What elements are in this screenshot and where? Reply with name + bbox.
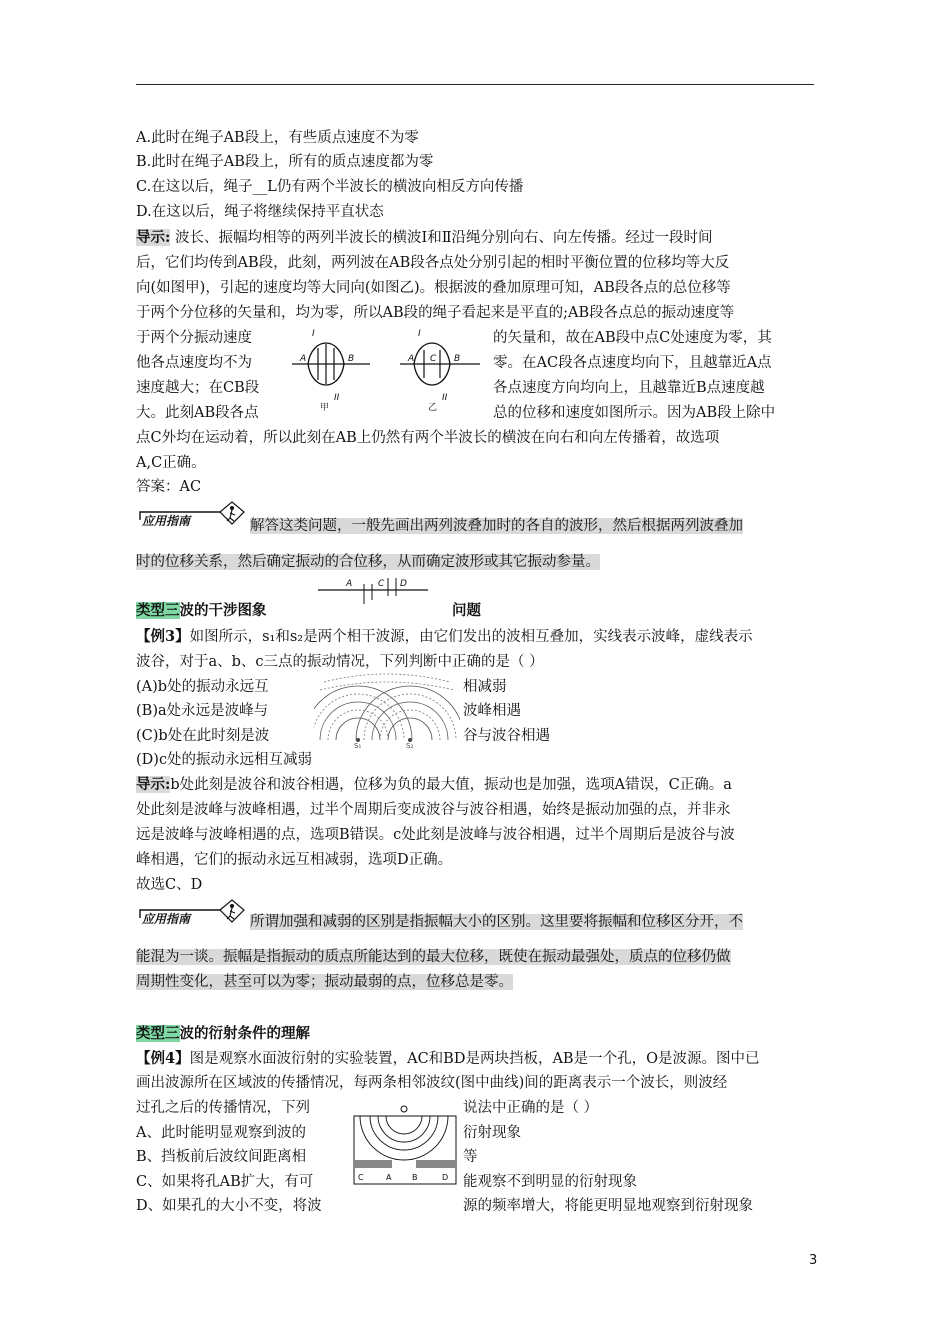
guide-line: 大。此刻AB段各点 [136, 405, 259, 421]
page-number: 3 [809, 1253, 818, 1268]
guide-line: 于两个分振动速度 [136, 330, 252, 346]
option-c: 能观察不到明显的衍射现象 [463, 1174, 637, 1190]
diffraction-figure [352, 1102, 458, 1186]
guide-label: 导示: [136, 229, 171, 246]
option-a: 相减弱 [463, 679, 507, 695]
label-a: A [408, 354, 415, 364]
guide-line: 导示: 波长、振幅均相等的两列半波长的横波Ⅰ和Ⅱ沿绳分别向右、向左传播。经过一段时间 [136, 229, 713, 246]
guide-line: A,C正确。 [136, 455, 206, 471]
label-c: C [358, 1173, 364, 1182]
guide-line: 点C外均在运动着，所以此刻在AB上仍然有两个半波长的横波在向右和向左传播着，故选项 [136, 430, 720, 446]
interference-figure [314, 668, 460, 748]
option-d: D.在这以后，绳子将继续保持平直状态 [136, 204, 384, 220]
example-label: 【例4】 [136, 1050, 190, 1067]
guide-line: 各点速度方向均向上，且越靠近B点速度越 [493, 380, 765, 396]
example-line: 【例4】图是观察水面波衍射的实验装置，AC和BD是两块挡板，AB是一个孔，O是波源。图中已 [136, 1050, 760, 1067]
example-label: 【例3】 [136, 628, 190, 645]
label-i: I [418, 329, 421, 339]
example-line: 波谷，对于a、b、c三点的振动情况，下列判断中正确的是（ ） [136, 654, 544, 670]
tip-text: 解答这类问题，一般先画出两列波叠加时的各自的波形，然后根据两列波叠加 [250, 518, 743, 534]
guide-line: 导示:b处此刻是波谷和波谷相遇，位移为负的最大值，振动也是加强，选项A错误，C正确。a [136, 776, 732, 793]
section-tag: 类型三 [136, 1025, 180, 1042]
guide-line: 他各点速度均不为 [136, 355, 252, 371]
option-a: (A)b处的振动永远互 [136, 679, 269, 695]
option-c: C、如果将孔AB扩大，有可 [136, 1174, 314, 1190]
tip-text: 时的位移关系，然后确定振动的合位移，从而确定波形或其它振动参量。 [136, 554, 600, 570]
label-b: B [454, 354, 461, 364]
label-ii: II [442, 393, 448, 403]
section-tag: 类型三 [136, 602, 180, 619]
guide-line: 总的位移和速度如图所示。因为AB段上除中 [493, 405, 776, 421]
guide-logo-icon [136, 498, 248, 528]
label-s1: S₁ [354, 742, 362, 748]
section-heading: 类型三波的干涉图象 [136, 602, 267, 619]
option-c: 谷与波谷相遇 [463, 728, 550, 744]
guide-line: 零。在AC段各点速度均向下，且越靠近A点 [493, 355, 772, 371]
guide-line: 后，它们均传到AB段，此刻，两列波在AB段各点处分别引起的相时平衡位置的位移均等大反 [136, 255, 730, 271]
option-a: A.此时在绳子AB段上，有些质点速度不为零 [136, 130, 419, 146]
label-c: C [378, 579, 385, 589]
example-line: 说法中正确的是（ ） [463, 1100, 599, 1116]
header-rule [136, 84, 814, 85]
option-d: (D)c处的振动永远相互减弱 [136, 752, 313, 768]
label-b: B [348, 354, 355, 364]
guide-line: 于两个分位移的矢量和，均为零，所以AB段的绳子看起来是平直的;AB段各点总的振动速度等 [136, 305, 735, 321]
label-s2: S₂ [406, 742, 414, 748]
guide-line: 远是波峰与波峰相遇的点，选项B错误。c处此刻是波峰与波谷相遇，过半个周期后是波谷与波 [136, 827, 735, 843]
option-b: B、挡板前后波纹间距离相 [136, 1149, 307, 1165]
guide-line: 的矢量和，故在AB段中点C处速度为零，其 [493, 330, 772, 346]
example-line: 【例3】如图所示，s₁和s₂是两个相干波源，由它们发出的波相互叠加，实线表示波峰，虚线表示 [136, 628, 753, 645]
tip-text: 所谓加强和减弱的区别是指振幅大小的区别。这里要将振幅和位移区分开，不 [250, 914, 743, 930]
option-b: B.此时在绳子AB段上，所有的质点速度都为零 [136, 154, 434, 170]
label-yi: 乙 [428, 403, 438, 413]
tip-text: 能混为一谈。振幅是指振动的质点所能达到的最大位移，既使在振动最强处，质点的位移仍做 [136, 949, 731, 965]
wave-superposition-figure [290, 328, 490, 414]
label-d: D [442, 1173, 449, 1182]
label-c: C [430, 354, 437, 364]
option-b: 波峰相遇 [463, 703, 521, 719]
example-line: 过孔之后的传播情况，下列 [136, 1100, 310, 1116]
answer-text: 故选C、D [136, 877, 203, 893]
label-i: I [312, 329, 315, 339]
guide-label: 导示: [136, 776, 171, 793]
guide-logo-text: 应用指南 [142, 514, 191, 528]
tip-text: 周期性变化，甚至可以为零；振动最弱的点，位移总是零。 [136, 974, 513, 990]
guide-logo-icon [136, 896, 248, 926]
option-b: 等 [463, 1149, 478, 1165]
option-c: (C)b处在此时刻是波 [136, 728, 270, 744]
guide-line: 峰相遇，它们的振动永远互相减弱，选项D正确。 [136, 852, 453, 868]
option-a: A、此时能明显观察到波的 [136, 1125, 306, 1141]
option-a: 衍射现象 [463, 1125, 521, 1141]
section-heading: 类型三波的衍射条件的理解 [136, 1025, 310, 1042]
guide-line: 速度越大；在CB段 [136, 380, 260, 396]
example-line: 画出波源所在区域波的传播情况，每两条相邻波纹(图中曲线)间的距离表示一个波长，则波经 [136, 1075, 728, 1091]
label-jia: 甲 [320, 403, 330, 413]
label-d: D [400, 579, 407, 589]
label-a: A [346, 579, 353, 589]
guide-line: 处此刻是波峰与波峰相遇，过半个周期后变成波谷与波谷相遇，始终是振动加强的点，并非永 [136, 802, 731, 818]
label-ii: II [334, 393, 340, 403]
label-b: B [412, 1173, 418, 1182]
answer-text: 答案：AC [136, 479, 202, 495]
section-heading-tail: 问题 [452, 602, 481, 619]
option-c: C.在这以后，绳子__L仍有两个半波长的横波向相反方向传播 [136, 179, 524, 195]
guide-logo-text: 应用指南 [142, 912, 191, 926]
label-a: A [300, 354, 307, 364]
guide-line: 向(如图甲)，引起的速度均等大同向(如图乙)。根据波的叠加原理可知，AB段各点的总位移等 [136, 280, 731, 296]
option-b: (B)a处永远是波峰与 [136, 703, 269, 719]
velocity-arrow-figure [318, 576, 430, 608]
label-a: A [386, 1173, 392, 1182]
option-d: 源的频率增大，将能更明显地观察到衍射现象 [463, 1198, 753, 1214]
option-d: D、如果孔的大小不变，将波 [136, 1198, 322, 1214]
